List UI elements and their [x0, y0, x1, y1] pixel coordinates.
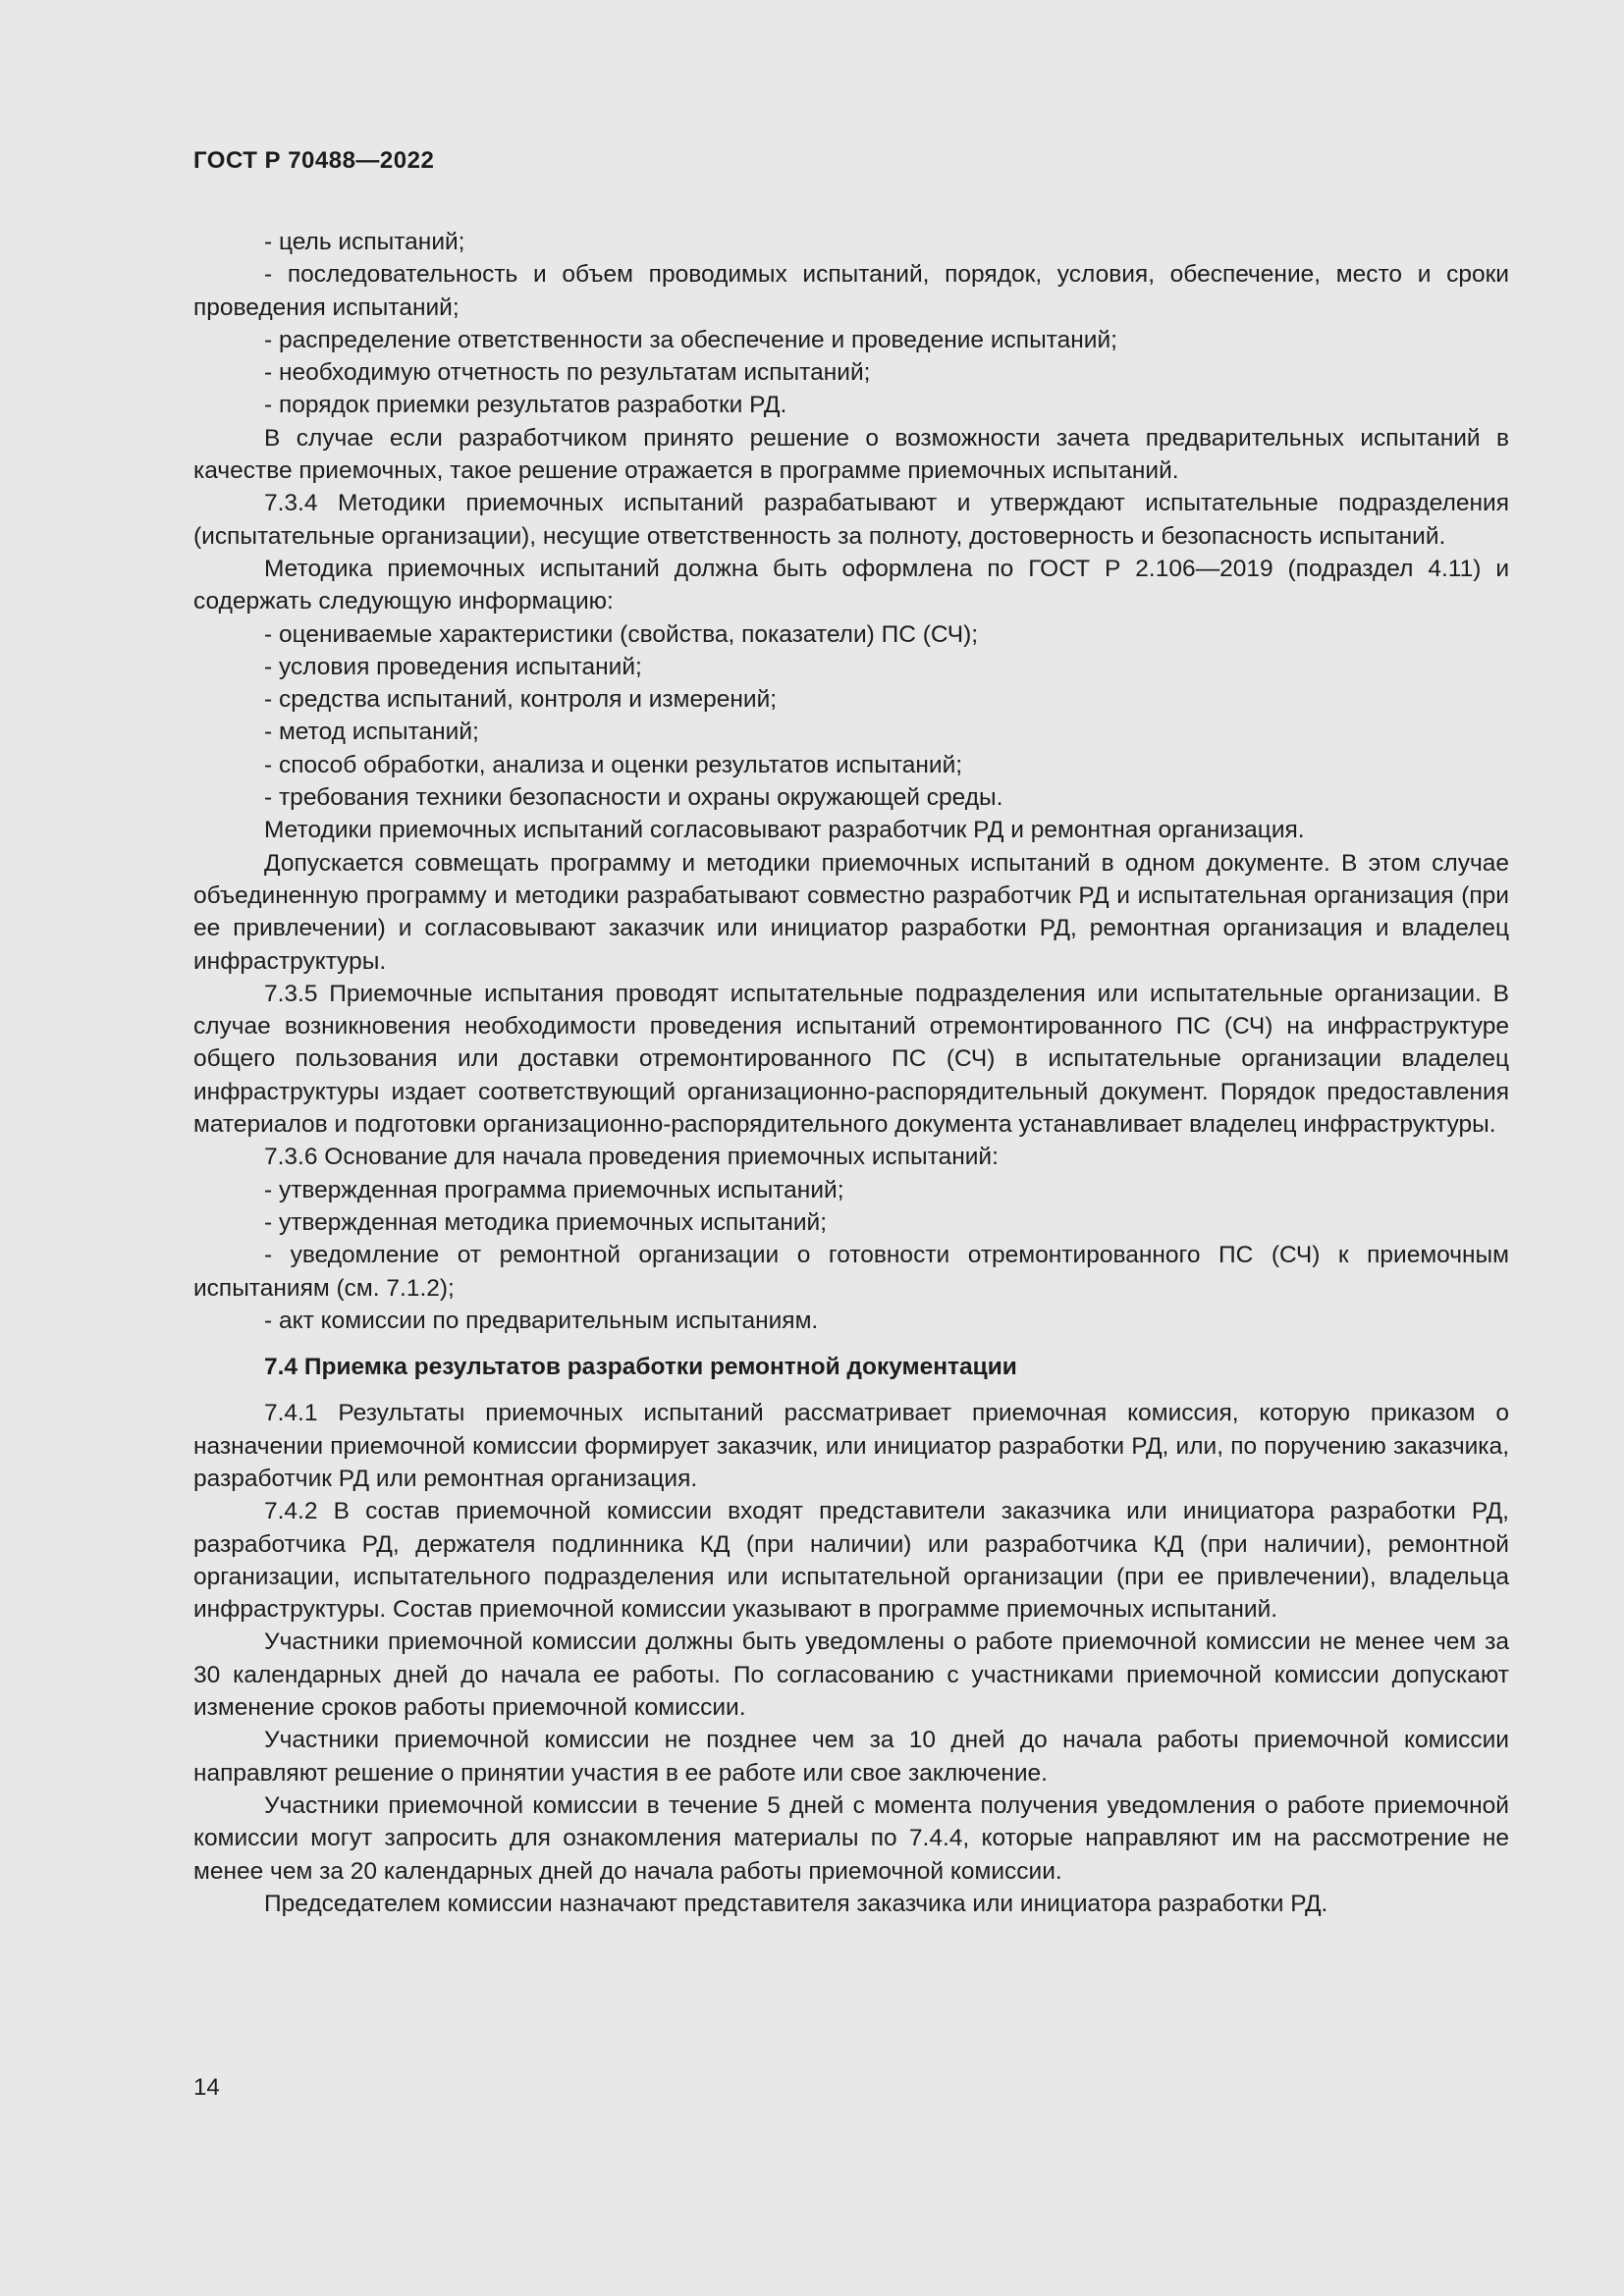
list-item-test-sequence: - последовательность и объем проводимых испытаний, порядок, условия, обеспечение, место и сроки проведения испытаний; — [193, 261, 1509, 321]
paragraph-preliminary-tests: В случае если разработчиком принято решение о возможности зачета предварительных испытаний в качестве приемочных, такое решение отражается в программе приемочных испытаний. — [193, 424, 1509, 485]
list-item-test-conditions: - условия проведения испытаний; — [264, 653, 642, 680]
list-item-test-goal: - цель испытаний; — [264, 229, 465, 255]
list-item-safety: - требования техники безопасности и охраны окружающей среды. — [264, 784, 1003, 812]
list-item-reporting: - необходимую отчетность по результатам испытаний; — [264, 359, 871, 387]
paragraph-materials-request: Участники приемочной комиссии в течение 5 дней с момента получения уведомления о работе приемочной комиссии могут запросить для ознакомления материалы по 7.4.4, которые направляют им на рассмотрение не менее чем за 20 календарных дней до начала работы приемочной комиссии. — [193, 1791, 1509, 1885]
list-item-processing: - способ обработки, анализа и оценки результатов испытаний; — [264, 751, 963, 778]
paragraph-7-3-6: 7.3.6 Основание для начала проведения приемочных испытаний: — [264, 1144, 999, 1171]
list-item-characteristics: - оцениваемые характеристики (свойства, показатели) ПС (СЧ); — [264, 620, 979, 648]
paragraph-chairman: Председателем комиссии назначают представителя заказчика или инициатора разработки РД. — [264, 1890, 1328, 1917]
list-item-approved-method: - утвержденная методика приемочных испытаний; — [264, 1208, 828, 1236]
list-item-acceptance-order: - порядок приемки результатов разработки РД. — [264, 392, 787, 419]
paragraph-7-3-5: 7.3.5 Приемочные испытания проводят испытательные подразделения или испытательные организации. В случае возникновения необходимости проведения испытаний отремонтированного ПС (СЧ) на инфраструктуре общего пользования или доставки отремонтированного ПС (СЧ) в испытательные организации владелец инфраструктуры издает соответствующий организационно-распорядительный документ. Порядок предоставления материалов и подготовки организационно-распорядительного документа устанавливает владелец инфраструктуры. — [193, 980, 1509, 1139]
list-item-responsibility: - распределение ответственности за обеспечение и проведение испытаний; — [264, 326, 1117, 353]
list-item-test-method: - метод испытаний; — [264, 719, 479, 746]
paragraph-participation-decision: Участники приемочной комиссии не позднее чем за 10 дней до начала работы приемочной комиссии направляют решение о принятии участия в ее работе или свое заключение. — [193, 1727, 1509, 1787]
list-item-commission-act: - акт комиссии по предварительным испытаниям. — [264, 1307, 819, 1334]
list-item-test-means: - средства испытаний, контроля и измерений; — [264, 686, 778, 714]
page-body — [193, 226, 1509, 1920]
paragraph-7-3-4: 7.3.4 Методики приемочных испытаний разрабатывают и утверждают испытательные подразделения (испытательные организации), несущие ответственность за полноту, достоверность и безопасность испытаний. — [193, 490, 1509, 550]
paragraph-7-4-2: 7.4.2 В состав приемочной комиссии входят представители заказчика или инициатора разработки РД, разработчика РД, держателя подлинника КД (при наличии) или разработчика КД (при наличии), ремонтной организации, испытательного подразделения или испытательной организации (при ее привлечении), владельца инфраструктуры. Состав приемочной комиссии указывают в программе приемочных испытаний. — [193, 1498, 1509, 1624]
paragraph-notification: Участники приемочной комиссии должны быть уведомлены о работе приемочной комиссии не менее чем за 30 календарных дней до начала ее работы. По согласованию с участниками приемочной комиссии допускают изменение сроков работы приемочной комиссии. — [193, 1629, 1509, 1722]
document-code: ГОСТ Р 70488—2022 — [193, 147, 435, 174]
paragraph-method-approval: Методики приемочных испытаний согласовывают разработчик РД и ремонтная организация. — [264, 817, 1305, 844]
paragraph-7-4-1: 7.4.1 Результаты приемочных испытаний рассматривает приемочная комиссия, которую приказом о назначении приемочной комиссии формирует заказчик, или инициатор разработки РД, или, по поручению заказчика, разработчик РД или ремонтная организация. — [193, 1400, 1509, 1492]
paragraph-combined-document: Допускается совмещать программу и методики приемочных испытаний в одном документе. В этом случае объединенную программу и методики разрабатывают совместно разработчик РД и испытательная организация (при ее привлечении) и согласовывают заказчик или инициатор разработки РД, ремонтная организация и владелец инфраструктуры. — [193, 849, 1509, 975]
section-heading-7-4: 7.4 Приемка результатов разработки ремонтной документации — [264, 1354, 1017, 1381]
list-item-readiness-notice: - уведомление от ремонтной организации о готовности отремонтированного ПС (СЧ) к приемочным испытаниям (см. 7.1.2); — [193, 1242, 1509, 1302]
list-item-approved-program: - утвержденная программа приемочных испытаний; — [264, 1176, 844, 1203]
paragraph-method-content: Методика приемочных испытаний должна быть оформлена по ГОСТ Р 2.106—2019 (подраздел 4.11) и содержать следующую информацию: — [193, 555, 1509, 615]
page-number: 14 — [193, 2074, 220, 2101]
